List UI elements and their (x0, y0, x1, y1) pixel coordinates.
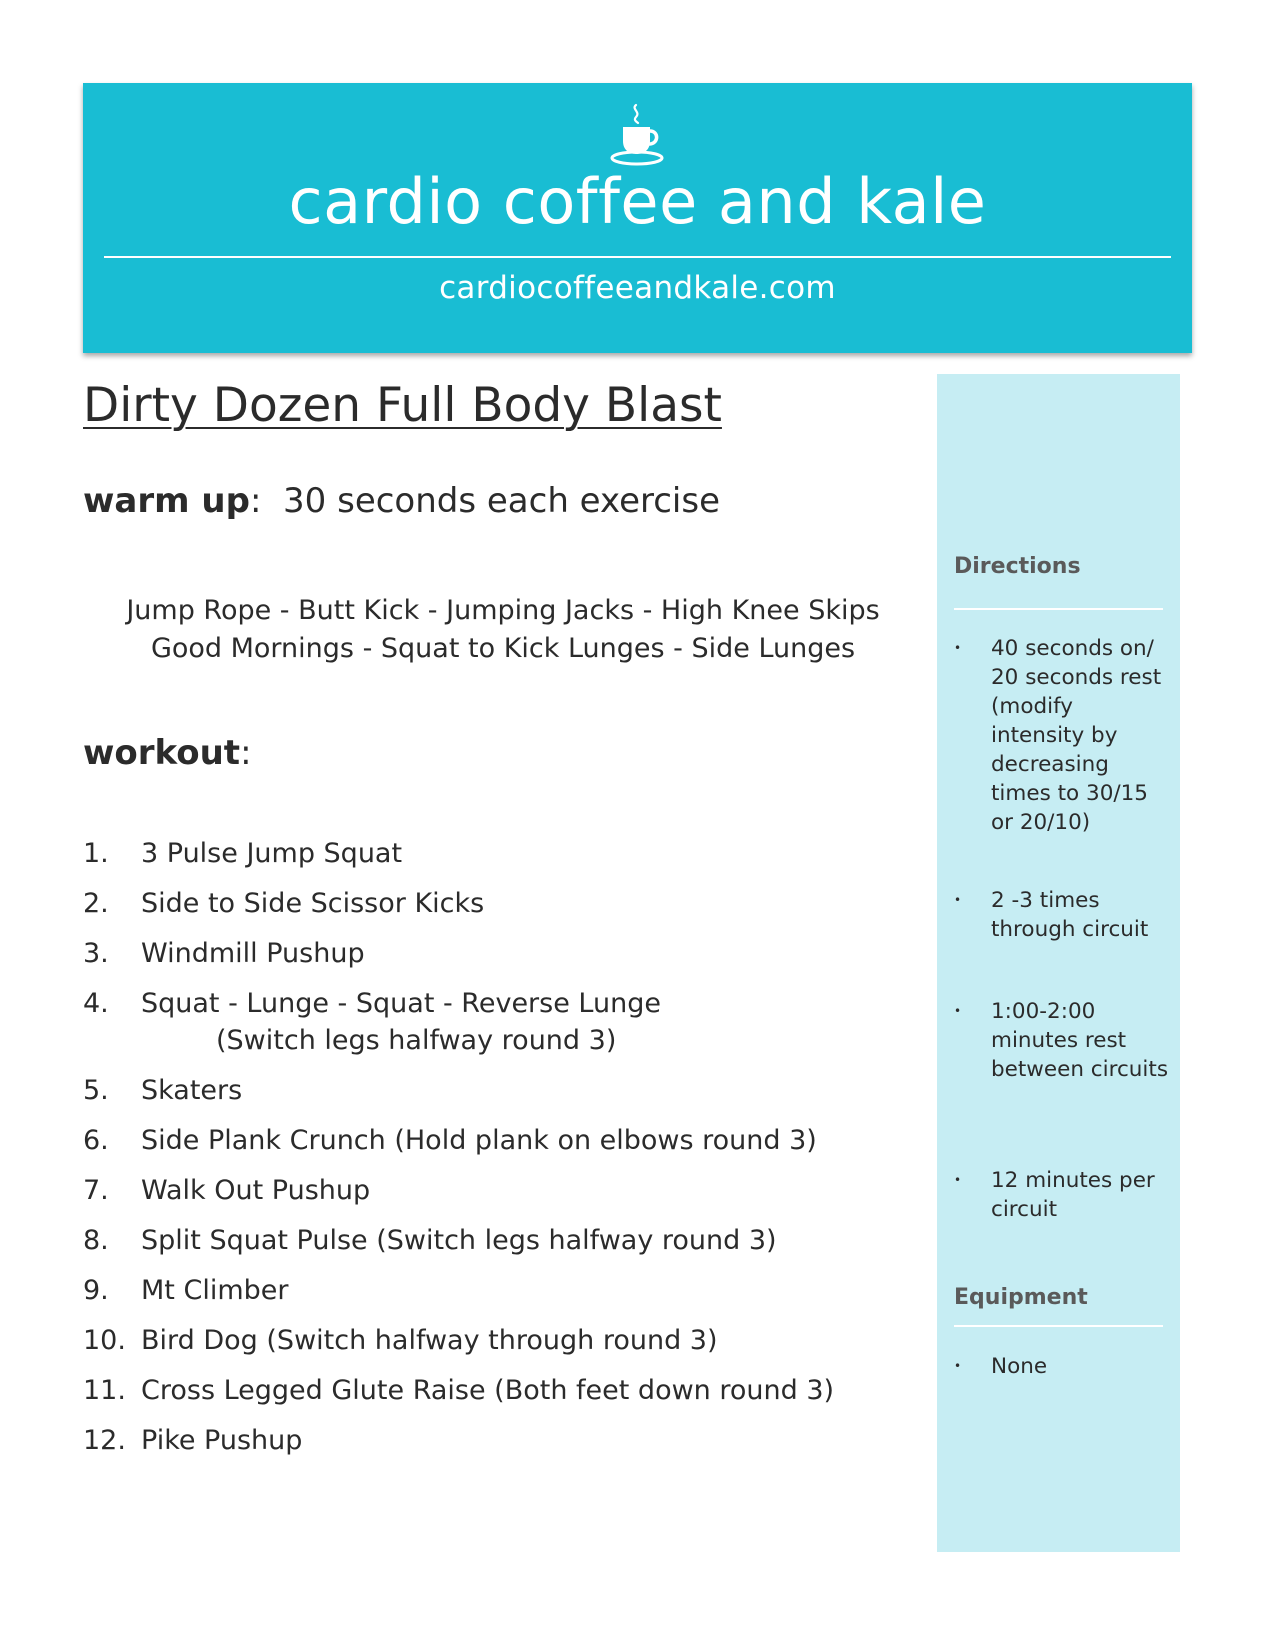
list-item (83, 1225, 903, 1275)
item-number: 1. (83, 838, 109, 869)
bullet-icon: • (954, 893, 962, 907)
bullet-icon: • (954, 641, 962, 655)
bullet-icon: • (954, 1359, 962, 1373)
warmup-exercises (83, 592, 923, 668)
warmup-heading (83, 481, 721, 521)
workout-colon: : (240, 733, 252, 773)
list-item (83, 1325, 903, 1375)
item-number: 8. (83, 1225, 109, 1256)
item-text: Skaters (141, 1075, 243, 1106)
list-item (83, 1375, 903, 1425)
brand-name: cardio coffee and kale (288, 165, 987, 238)
item-number: 6. (83, 1125, 109, 1156)
direction-text: 1:00-2:00 minutes rest between circuits (991, 999, 1169, 1082)
direction-text: 2 -3 times through circuit (991, 888, 1149, 942)
list-item (83, 988, 903, 1075)
workout-list (83, 838, 903, 1475)
item-text: Walk Out Pushup (141, 1175, 371, 1206)
warmup-detail: 30 seconds each exercise (283, 481, 721, 521)
list-item (83, 838, 903, 888)
item-text: Windmill Pushup (141, 938, 365, 969)
warmup-label: warm up (83, 481, 250, 521)
list-item (83, 888, 903, 938)
directions-divider (954, 608, 1163, 610)
list-item (83, 1175, 903, 1225)
item-number: 10. (83, 1325, 126, 1356)
item-text: Pike Pushup (141, 1425, 303, 1456)
warmup-line: Good Mornings - Squat to Kick Lunges - Side Lunges (150, 633, 856, 664)
item-number: 12. (83, 1425, 126, 1456)
item-text: Bird Dog (Switch halfway through round 3) (141, 1325, 718, 1356)
banner-divider (104, 256, 1171, 258)
list-item (83, 1425, 903, 1475)
item-text: Squat - Lunge - Squat - Reverse Lunge (141, 988, 661, 1019)
item-number: 11. (83, 1375, 126, 1406)
page-title: Dirty Dozen Full Body Blast (83, 378, 722, 433)
item-text: Side Plank Crunch (Hold plank on elbows round 3) (141, 1125, 817, 1156)
warmup-colon: : (249, 481, 262, 521)
workout-heading (83, 733, 252, 773)
bullet-icon: • (954, 1173, 962, 1187)
direction-text: 12 minutes per circuit (991, 1168, 1155, 1222)
list-item (83, 1275, 903, 1325)
coffee-cup-icon (603, 101, 673, 171)
item-subtext: (Switch legs halfway round 3) (216, 1025, 617, 1056)
item-text: Mt Climber (141, 1275, 289, 1306)
header-banner (83, 83, 1192, 353)
bullet-icon: • (954, 1004, 962, 1018)
item-text: Split Squat Pulse (Switch legs halfway round 3) (141, 1225, 777, 1256)
item-number: 9. (83, 1275, 109, 1306)
item-number: 7. (83, 1175, 109, 1206)
item-number: 2. (83, 888, 109, 919)
directions-heading: Directions (954, 554, 1081, 579)
equipment-text: None (991, 1354, 1048, 1379)
item-number: 5. (83, 1075, 109, 1106)
workout-label: workout (83, 733, 241, 773)
item-number: 4. (83, 988, 109, 1019)
warmup-line: Jump Rope - Butt Kick - Jumping Jacks - High Knee Skips (126, 595, 880, 626)
direction-text: 40 seconds on/ 20 seconds rest (modify intensity by decreasing times to 30/15 or 20/10) (991, 636, 1162, 835)
item-number: 3. (83, 938, 109, 969)
sidebar-panel (937, 374, 1180, 1552)
site-url: cardiocoffeeandkale.com (439, 270, 836, 306)
list-item (83, 938, 903, 988)
equipment-heading: Equipment (954, 1285, 1088, 1310)
list-item (83, 1075, 903, 1125)
item-text: Side to Side Scissor Kicks (141, 888, 485, 919)
item-text: 3 Pulse Jump Squat (141, 838, 403, 869)
equipment-divider (954, 1325, 1163, 1327)
item-text: Cross Legged Glute Raise (Both feet down round 3) (141, 1375, 835, 1406)
list-item (83, 1125, 903, 1175)
